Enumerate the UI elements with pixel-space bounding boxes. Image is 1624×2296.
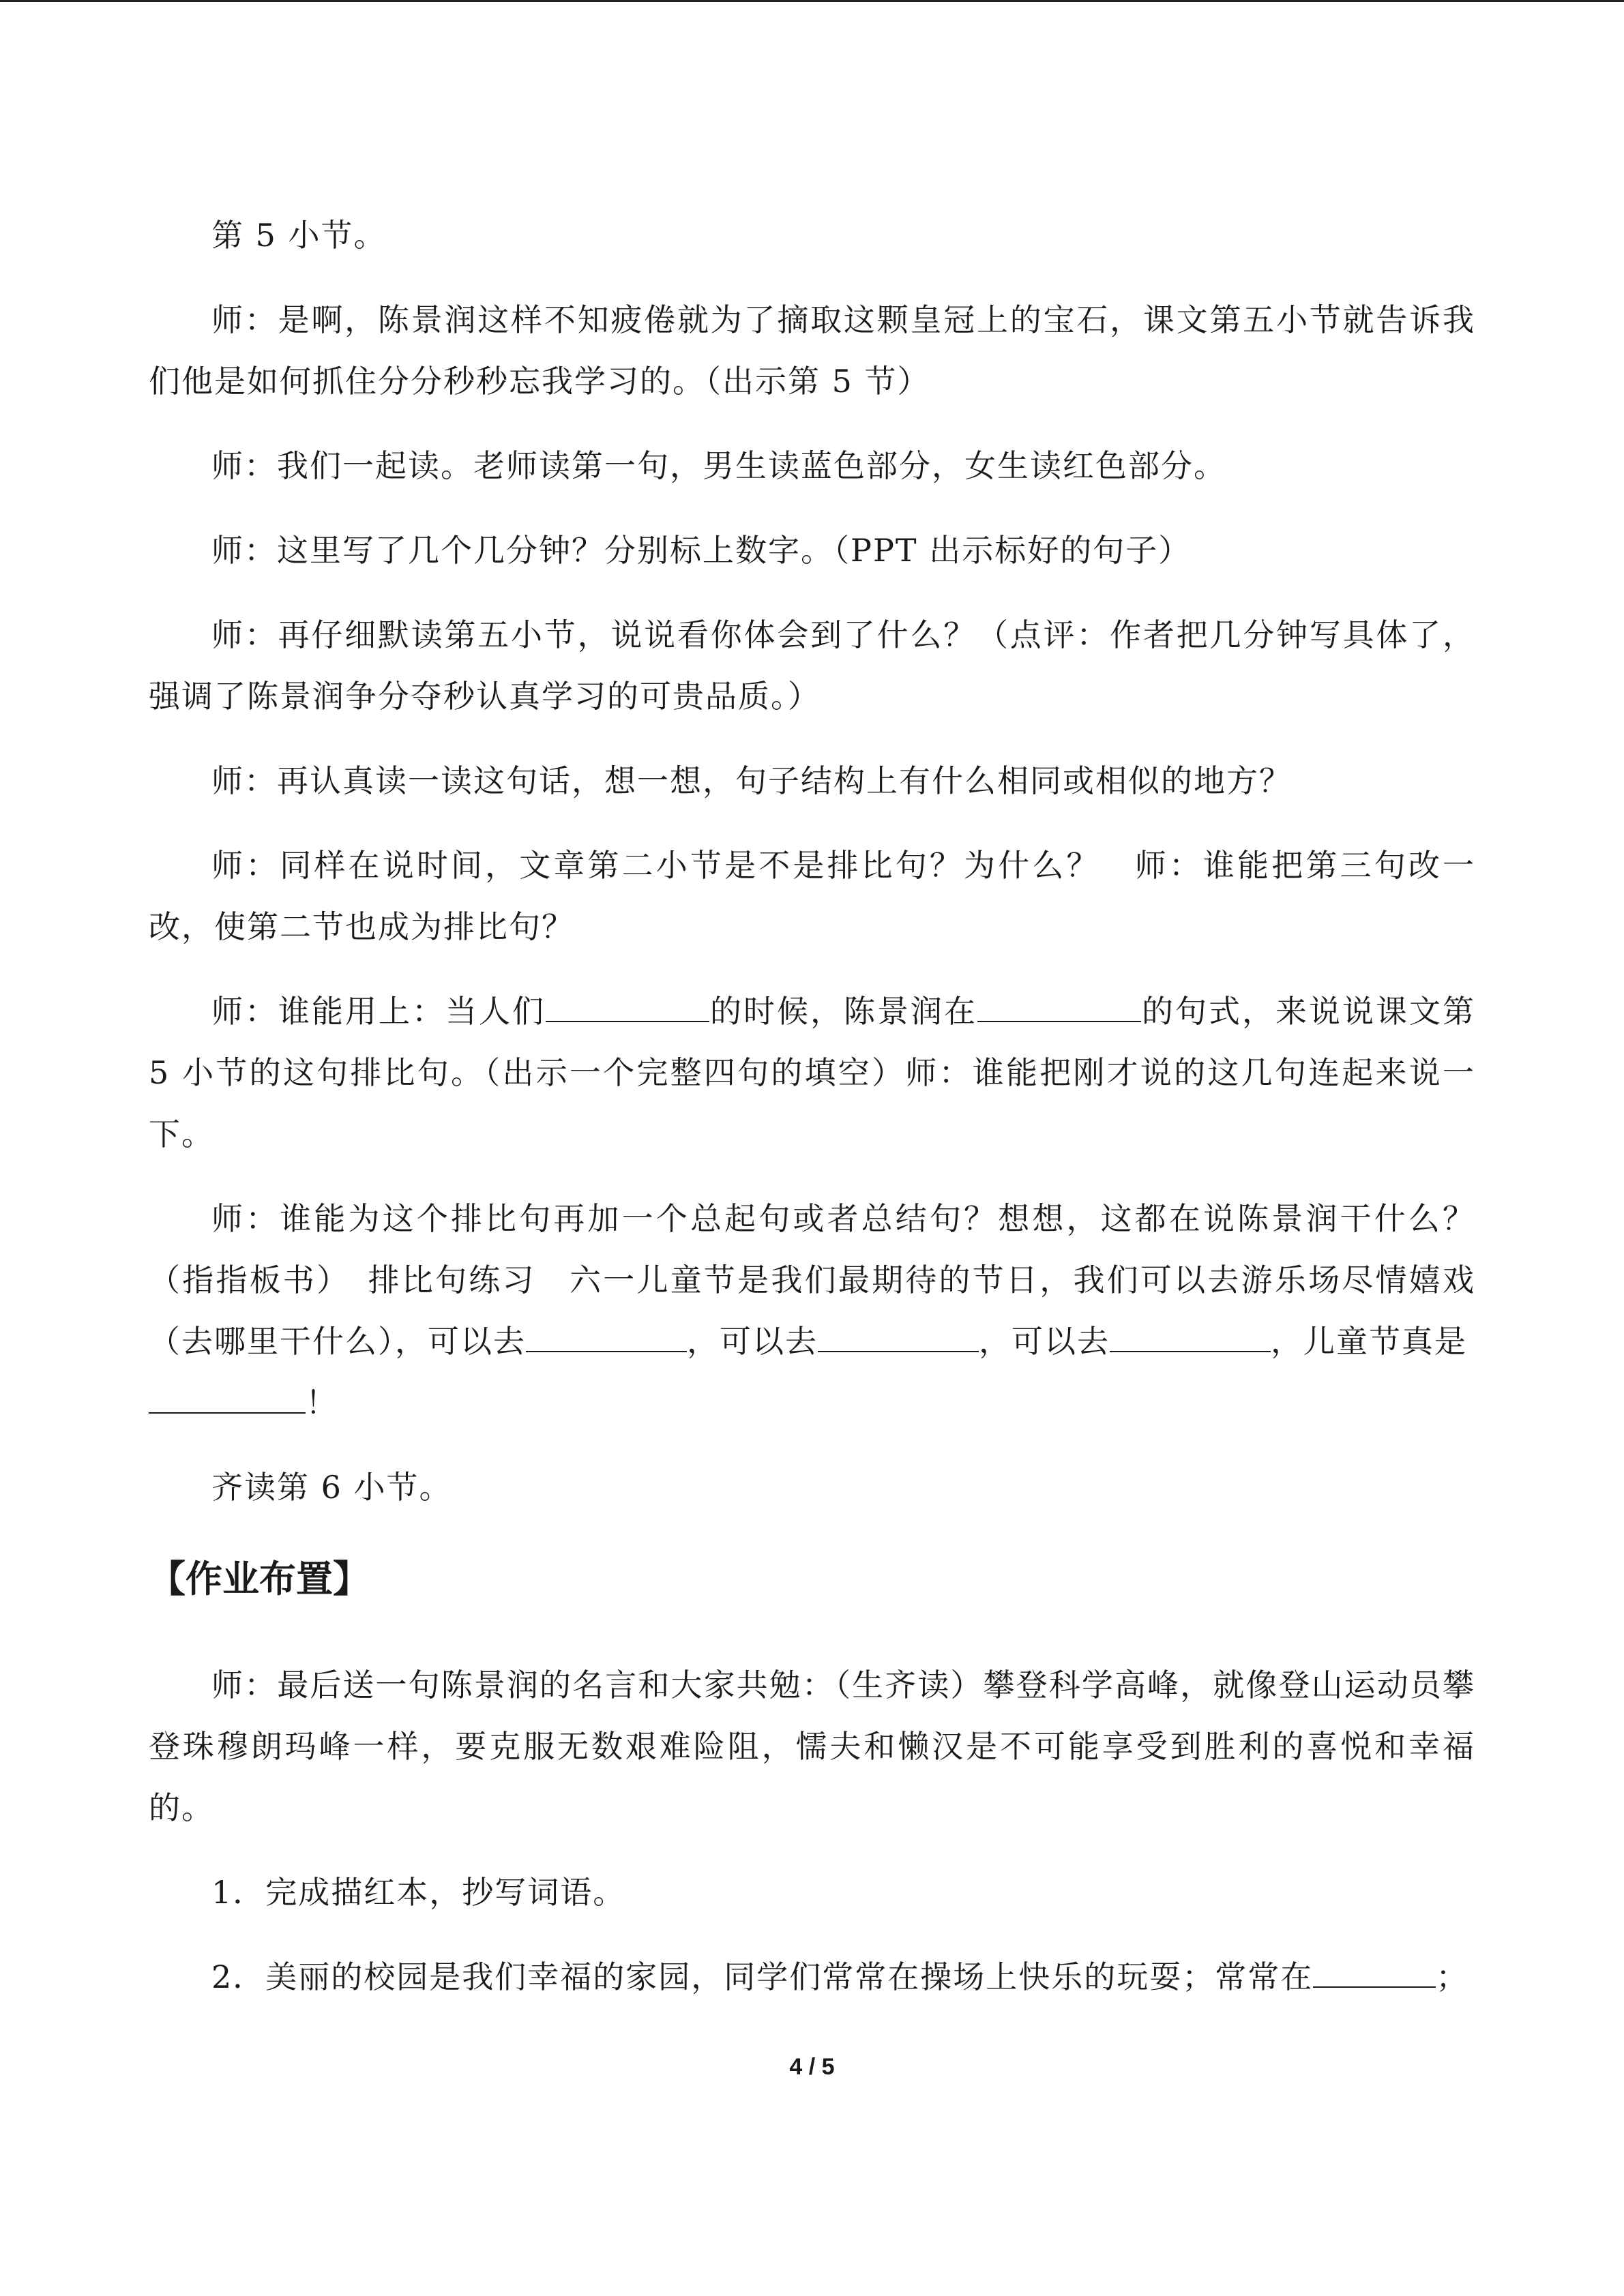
paragraph-read-together: 师：我们一起读。老师读第一句，男生读蓝色部分，女生读红色部分。 — [211, 447, 1226, 484]
text-segment: ！ — [306, 1384, 338, 1421]
homework-item-2 — [149, 1946, 1475, 2008]
fill-blank — [526, 1313, 687, 1352]
paragraph-fill-blank-sentence — [149, 981, 1475, 1165]
paragraph-parallel-exercise — [149, 1188, 1475, 1433]
fill-blank — [818, 1313, 979, 1352]
document-body — [149, 205, 1475, 2008]
paragraph-silent-read: 师：再仔细默读第五小节，说说看你体会到了什么？（点评：作者把几分钟写具体了，强调了陈景润争分夺秒认真学习的可贵品质。） — [149, 616, 1475, 715]
text-segment: ，儿童节真是 — [1271, 1323, 1467, 1360]
text-segment: ，可以去 — [979, 1323, 1110, 1360]
page-number: 4 / 5 — [789, 2054, 835, 2080]
fill-blank — [149, 1374, 306, 1414]
text-segment: 的句式，来说说课文第 5 小节的这句排比句。（出示一个完整四句的填空）师：谁能把刚才说的这几句连起来说一下。 — [149, 993, 1475, 1152]
fill-blank — [1110, 1313, 1271, 1352]
fill-blank — [977, 983, 1141, 1022]
homework-item-1: 1．完成描红本，抄写词语。 — [211, 1874, 626, 1911]
text-segment: 师：谁能用上：当人们 — [211, 993, 546, 1030]
paragraph-quote: 师：最后送一句陈景润的名言和大家共勉：（生齐读）攀登科学高峰，就像登山运动员攀登珠穆朗玛峰一样，要克服无数艰难险阻，懦夫和懒汉是不可能享受到胜利的喜悦和幸福的。 — [149, 1667, 1475, 1826]
fill-blank — [1313, 1948, 1436, 1988]
text-segment: ，可以去 — [687, 1323, 818, 1360]
top-border-line — [0, 0, 1624, 2]
paragraph-parallelism: 师：同样在说时间，文章第二小节是不是排比句？为什么？ 师：谁能把第三句改一改，使第二节也成为排比句？ — [149, 847, 1475, 945]
section-heading-homework: 【作业布置】 — [149, 1557, 370, 1600]
paragraph-minutes: 师：这里写了几个几分钟？分别标上数字。（PPT 出示标好的句子） — [211, 532, 1192, 569]
text-segment: 师：谁能为这个排比句再加一个总起句或者总结句？想想，这都在说陈景润干什么？（指指板书） 排比句练习 六一儿童节是我们最期待的节日，我们可以去游乐场尽情嬉戏（去哪里干什么），可以去 — [149, 1200, 1475, 1360]
paragraph-section-5: 第 5 小节。 — [211, 217, 387, 254]
text-segment: ； — [1436, 1958, 1469, 1995]
paragraph-structure: 师：再认真读一读这句话，想一想，句子结构上有什么相同或相似的地方？ — [211, 762, 1292, 799]
paragraph-teacher-intro: 师：是啊，陈景润这样不知疲倦就为了摘取这颗皇冠上的宝石，课文第五小节就告诉我们他是如何抓住分分秒秒忘我学习的。（出示第 5 节） — [149, 301, 1475, 400]
text-segment: 的时候，陈景润在 — [709, 993, 977, 1030]
fill-blank — [546, 983, 709, 1022]
text-segment: 2．美丽的校园是我们幸福的家园，同学们常常在操场上快乐的玩耍；常常在 — [211, 1958, 1314, 1995]
paragraph-section-6: 齐读第 6 小节。 — [211, 1469, 452, 1506]
